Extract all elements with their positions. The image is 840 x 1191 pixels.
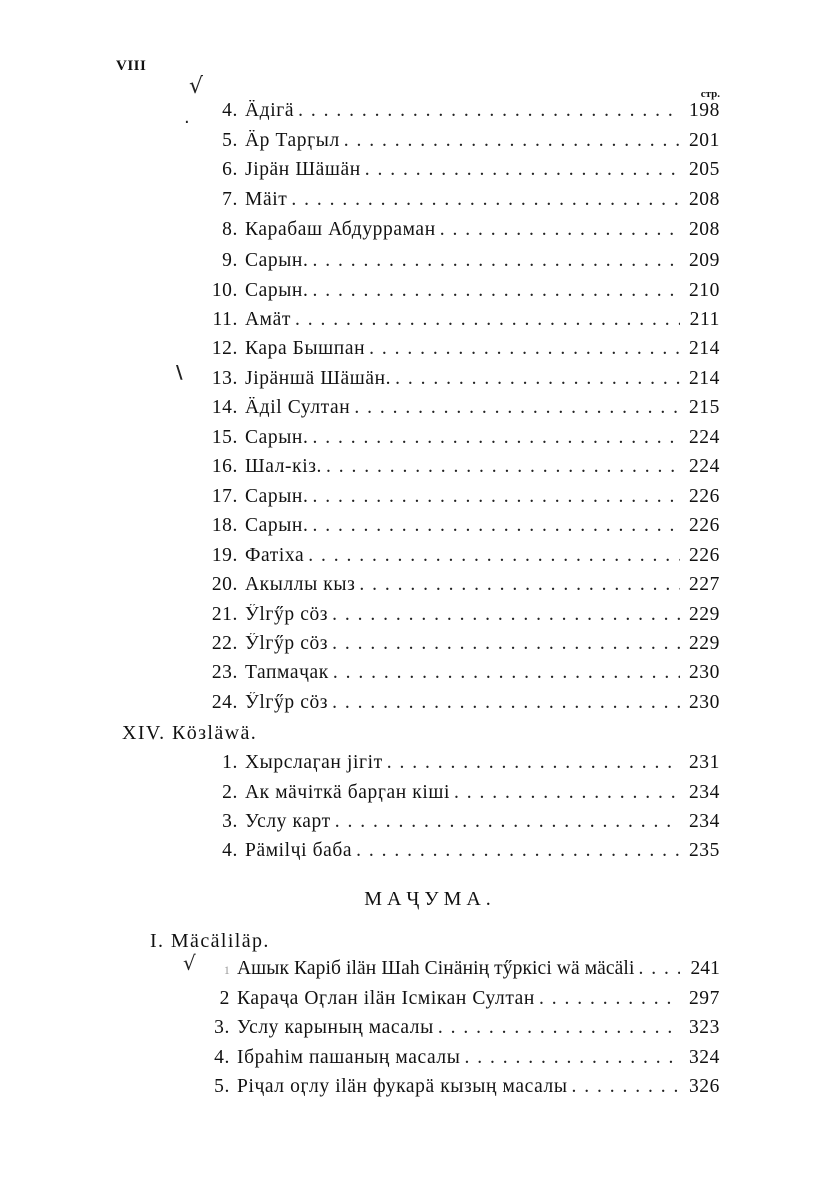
toc-entry: 11. Амӓт . . . 211 (198, 309, 720, 337)
tick-mark-small: · (184, 112, 190, 133)
toc-entry: 20. Акыллы кыз . . . 227 (198, 574, 720, 602)
toc-entry: 14. Ӓдіl Султан . . . 215 (198, 397, 720, 425)
check-mark-bottom: √ (183, 951, 196, 975)
toc-entry: 9. Сарын. . . . 209 (198, 250, 720, 278)
toc-entry: 24. Ӳlгӳр сӧз . . . 230 (198, 692, 720, 720)
section-heading-i: I. Мӓсӓlilӓр. (150, 930, 270, 952)
toc-entry: 7. Мӓіт . . . 208 (198, 189, 720, 217)
toc-entry: 21. Ӳlгӳр сӧз . . . 229 (198, 604, 720, 632)
tick-mark-entry-13: \ (176, 362, 183, 383)
toc-entry: 2 Караҷа Оӷлан ilӓн Ісмікан Султан . . . 297 (198, 988, 720, 1016)
toc-entry: 4. Ібраhім пашаның масалы . . . 324 (198, 1047, 720, 1075)
toc-entry: 5. Ӓр Тарӷыл . . . 201 (198, 130, 720, 158)
page-column-label: стр. (700, 88, 720, 100)
toc-entry: 4. Рӓміlҷі баба . . . 235 (198, 840, 720, 868)
toc-entry: 18. Сарын. . . . 226 (198, 515, 720, 543)
toc-entry: 19. Фатіха . . . 226 (198, 545, 720, 573)
toc-entry: 8. Карабаш Абдурраман . . . 208 (198, 219, 720, 247)
toc-entry: 22. Ӳlгӳр сӧз . . . 229 (198, 633, 720, 661)
toc-entry: 4. Ӓдігӓ . . . 198 (198, 100, 720, 128)
toc-entry: 6. Јірӓн Шӓшӓн . . . 205 (198, 159, 720, 187)
toc-entry: 1 Ашык Каріб ilӓн Шаh Сінӓнің тӳркісі wӓ мӓсӓlі . . . 241 (198, 958, 720, 986)
toc-entry: 23. Тапмаҷак . . . 230 (198, 662, 720, 690)
section-heading-xiv: XIV. Кӧзlӓwӓ. (122, 722, 258, 744)
toc-entry: 1. Хырслаӷан јігіт . . . 231 (198, 752, 720, 780)
mansuma-heading: МАҶУМА. (364, 888, 496, 910)
toc-entry: 2. Ак мӓчіткӓ барӷан кіші . . . 234 (198, 782, 720, 810)
toc-entry: 16. Шал-кіз. . . . 224 (198, 456, 720, 484)
toc-entry: 13. Јірӓншӓ Шӓшӓн. . . . 214 (198, 368, 720, 396)
toc-entry: 3. Услу карының масалы . . . 323 (198, 1017, 720, 1045)
check-mark-top: √ (189, 74, 204, 99)
toc-entry: 12. Кара Бышпан . . . 214 (198, 338, 720, 366)
toc-entry: 3. Услу карт . . . 234 (198, 811, 720, 839)
toc-entry: 5. Ріҷал оӷлу ilӓн фукарӓ кызың масалы . . . 326 (198, 1076, 720, 1104)
toc-entry: 10. Сарын. . . . 210 (198, 280, 720, 308)
toc-entry: 17. Сарын. . . . 226 (198, 486, 720, 514)
toc-entry: 15. Сарын. . . . 224 (198, 427, 720, 455)
page-number: VIII (116, 58, 147, 74)
